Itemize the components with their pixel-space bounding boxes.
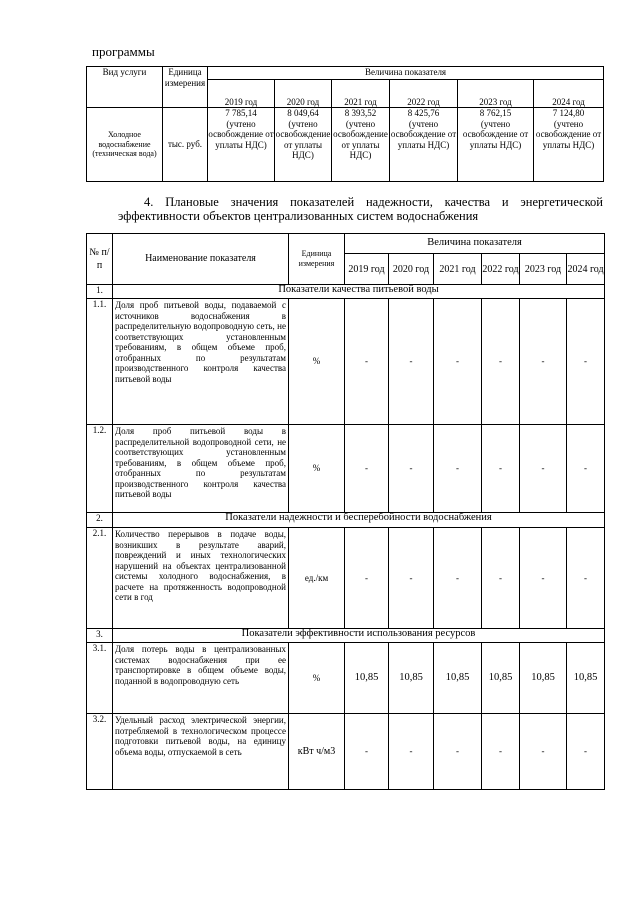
t1-header-value: Величина показателя <box>208 67 604 80</box>
row-1-2-name: Доля проб питьевой воды в распределительной водопроводной сети, не соответствующих установленным требованиям, в общем объеме проб, отобранных по результатам производственного контроля качества питьевой воды <box>113 425 289 513</box>
row-1-1-value: - <box>434 299 482 425</box>
row-1-2-value: - <box>389 425 434 513</box>
section-2-num: 2. <box>87 513 113 528</box>
row-3-1-value: 10,85 <box>389 643 434 714</box>
section-2-title: Показатели надежности и бесперебойности водоснабжения <box>113 513 605 528</box>
tariff-table <box>86 66 604 182</box>
t1-header-service: Вид услуги <box>87 67 163 108</box>
t1-note: (учтено освобождение от уплаты НДС) <box>535 118 602 150</box>
t1-year: 2019 год <box>208 80 275 108</box>
row-2-1-value: - <box>482 528 520 629</box>
row-3-2-value: - <box>389 714 434 790</box>
t1-year: 2023 год <box>458 80 534 108</box>
row-3-2-value: - <box>345 714 389 790</box>
row-1-2-value: - <box>434 425 482 513</box>
section-1-num: 1. <box>87 285 113 299</box>
row-1-1-value: - <box>520 299 567 425</box>
row-2-1-value: - <box>345 528 389 629</box>
indicators-table <box>86 233 605 790</box>
t1-unit: тыс. руб. <box>163 108 208 182</box>
row-1-1-value: - <box>345 299 389 425</box>
row-1-1-value: - <box>482 299 520 425</box>
section-3-title: Показатели эффективности использования ресурсов <box>113 629 605 643</box>
t2-header-name: Наименование показателя <box>113 234 289 285</box>
row-1-2-num: 1.2. <box>87 425 113 513</box>
row-1-1-name: Доля проб питьевой воды, подаваемой с источников водоснабжения в распределительную водопроводную сеть, не соответствующих установленным требованиям, в общем объеме проб, отобранных по результатам производственного контроля качества питьевой воды <box>113 299 289 425</box>
section-1-title: Показатели качества питьевой воды <box>113 285 605 299</box>
row-1-1-value: - <box>389 299 434 425</box>
row-2-1-name: Количество перерывов в подаче воды, возникших в результате аварий, повреждений и иных технологических нарушений на объектах централизованной системы холодного водоснабжения, в расчете на протяженность водопроводной сети в год <box>113 528 289 629</box>
t2-header-num: № п/п <box>87 234 113 285</box>
t1-value: 8 762,15 <box>479 108 512 118</box>
t1-year: 2022 год <box>390 80 458 108</box>
t1-value: 8 425,76 <box>407 108 440 118</box>
intro-text: программы <box>92 44 155 59</box>
row-2-1-value: - <box>389 528 434 629</box>
t2-header-value: Величина показателя <box>345 234 605 254</box>
row-3-2-value: - <box>434 714 482 790</box>
t1-year: 2020 год <box>275 80 332 108</box>
row-1-1-num: 1.1. <box>87 299 113 425</box>
row-2-1-value: - <box>567 528 605 629</box>
row-1-1-unit: % <box>289 299 345 425</box>
row-3-1-unit: % <box>289 643 345 714</box>
row-3-2-num: 3.2. <box>87 714 113 790</box>
t1-value: 8 049,64 <box>287 108 319 118</box>
section-4-heading: 4. Плановые значения показателей надежности, качества и энергетической эффективности объектов централизованных систем водоснабжения <box>118 195 603 223</box>
t1-year: 2021 год <box>332 80 390 108</box>
row-3-1-num: 3.1. <box>87 643 113 714</box>
t1-value: 7 785,14 <box>225 108 257 118</box>
section-3-num: 3. <box>87 629 113 643</box>
t1-header-unit: Единица измерения <box>163 67 208 108</box>
row-2-1-value: - <box>520 528 567 629</box>
t2-year: 2024 год <box>567 254 605 285</box>
t1-note: (учтено освобождение от уплаты НДС) <box>208 118 274 150</box>
row-3-1-value: 10,85 <box>520 643 567 714</box>
t1-note: (учтено освобождение от уплаты НДС) <box>462 118 529 150</box>
t2-year: 2023 год <box>520 254 567 285</box>
row-3-1-name: Доля потерь воды в централизованных системах водоснабжения при ее транспортировке в общем объеме воды, поданной в водопроводную сеть <box>113 643 289 714</box>
row-3-1-value: 10,85 <box>482 643 520 714</box>
t1-value: 8 393,52 <box>344 108 377 118</box>
t1-service: Холодное водоснабжение (техническая вода) <box>87 108 163 182</box>
row-3-2-value: - <box>567 714 605 790</box>
row-2-1-num: 2.1. <box>87 528 113 629</box>
row-1-2-value: - <box>482 425 520 513</box>
row-3-2-value: - <box>482 714 520 790</box>
t2-year: 2020 год <box>389 254 434 285</box>
row-2-1-unit: ед./км <box>289 528 345 629</box>
t2-year: 2019 год <box>345 254 389 285</box>
row-3-2-name: Удельный расход электрической энергии, потребляемой в технологическом процессе подготовки питьевой воды, на единицу объема воды, отпускаемой в сеть <box>113 714 289 790</box>
t2-year: 2022 год <box>482 254 520 285</box>
row-1-2-value: - <box>520 425 567 513</box>
row-3-2-value: - <box>520 714 567 790</box>
t2-year: 2021 год <box>434 254 482 285</box>
row-3-1-value: 10,85 <box>567 643 605 714</box>
row-2-1-value: - <box>434 528 482 629</box>
t1-value: 7 124,80 <box>552 108 585 118</box>
t2-header-unit: Единица измерения <box>289 234 345 285</box>
row-1-2-value: - <box>567 425 605 513</box>
row-3-1-value: 10,85 <box>434 643 482 714</box>
row-3-1-value: 10,85 <box>345 643 389 714</box>
row-1-1-value: - <box>567 299 605 425</box>
row-1-2-unit: % <box>289 425 345 513</box>
t1-note: (учтено освобождение от уплаты НДС) <box>275 118 331 160</box>
t1-note: (учтено освобождение от уплаты НДС) <box>390 118 457 150</box>
row-1-2-value: - <box>345 425 389 513</box>
row-3-2-unit: кВт ч/м3 <box>289 714 345 790</box>
t1-year: 2024 год <box>534 80 604 108</box>
t1-note: (учтено освобождение от уплаты НДС) <box>333 118 388 160</box>
